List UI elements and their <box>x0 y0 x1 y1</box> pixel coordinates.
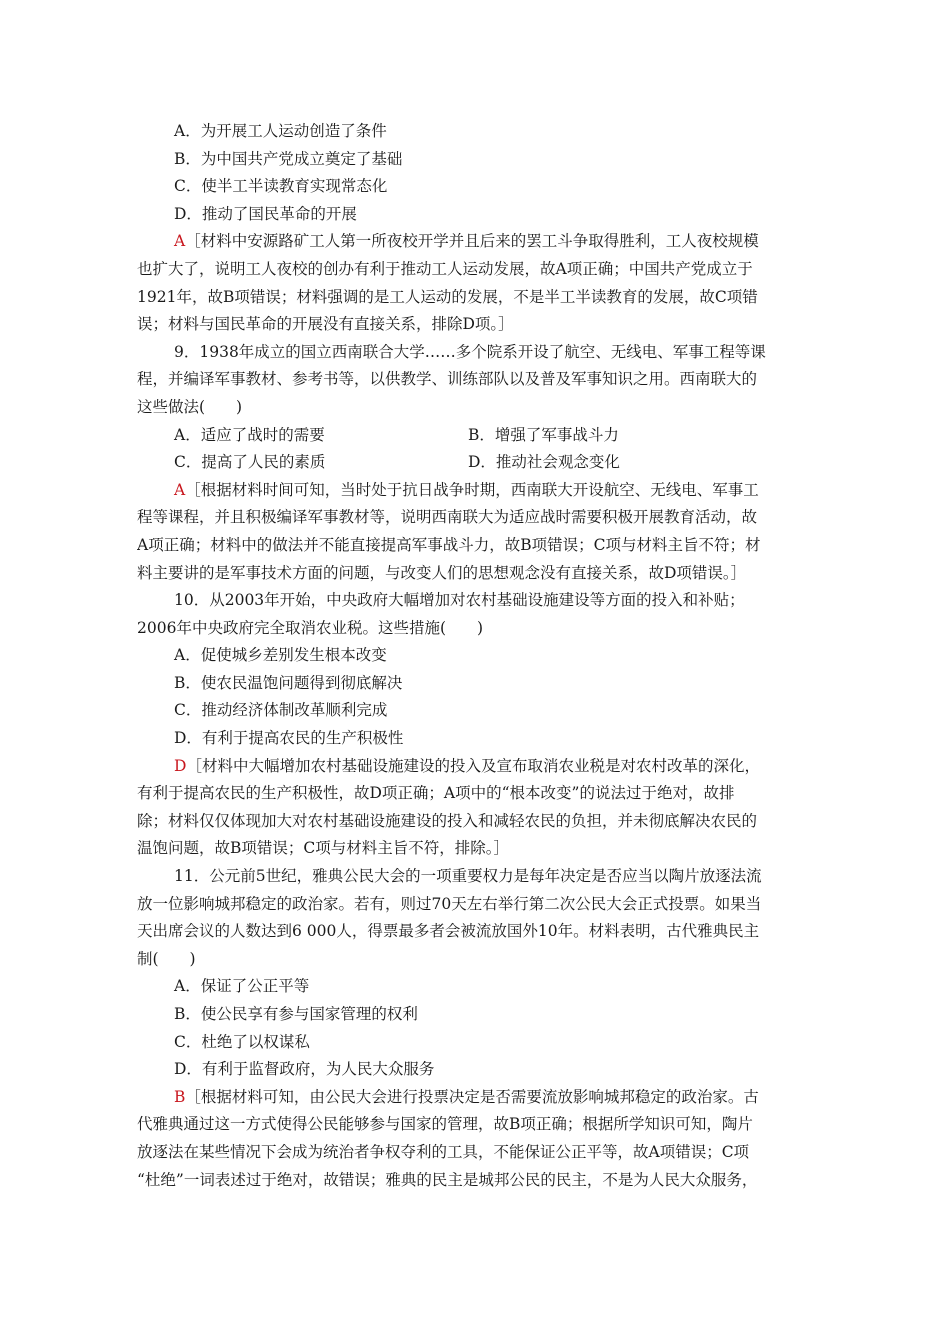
q9-options-row-1 <box>137 422 820 450</box>
q10-stem-line-2: 2006年中央政府完全取消农业税。这些措施( ) <box>137 618 484 637</box>
q11-option-a: A．保证了公正平等 <box>174 977 310 996</box>
q10-option-d: D．有利于提高农民的生产积极性 <box>174 729 404 748</box>
q8-explanation-line-3: 1921年，故B项错误；材料强调的是工人运动的发展，不是半工半读教育的发展，故C项错 <box>137 287 758 306</box>
q11-stem-line-3: 天出席会议的人数达到6 000人，得票最多者会被流放国外10年。材料表明，古代雅典民主 <box>137 922 760 941</box>
q9-explanation-line-3: A项正确；材料中的做法并不能直接提高军事战斗力，故B项错误；C项与材料主旨不符；材 <box>137 535 761 554</box>
document-page <box>137 118 820 1194</box>
q8-option-d: D．推动了国民革命的开展 <box>174 204 357 223</box>
q9-option-a: A．适应了战时的需要 <box>174 425 325 444</box>
q8-option-a: A．为开展工人运动创造了条件 <box>174 122 387 140</box>
q11-explanation-line-3: 放逐法在某些情况下会成为统治者争权夺利的工具，不能保证公正平等，故A项错误；C项 <box>137 1142 750 1161</box>
q9-stem-line-2: 程，并编译军事教材、参考书等，以供教学、训练部队以及普及军事知识之用。西南联大的 <box>137 370 758 389</box>
q10-explanation-line-4: 温饱问题，故B项错误；C项与材料主旨不符，排除。］ <box>137 839 510 858</box>
q10-explanation-line-3: 除；材料仅仅体现加大对农村基础设施建设的投入和减轻农民的负担，并未彻底解决农民的 <box>137 811 758 830</box>
q9-option-c: C．提高了人民的素质 <box>174 453 326 472</box>
q9-options-row-2 <box>137 449 820 477</box>
q9-option-b: B．增强了军事战斗力 <box>468 425 619 444</box>
q10-option-a: A．促使城乡差别发生根本改变 <box>174 646 387 665</box>
q11-option-d: D．有利于监督政府，为人民大众服务 <box>174 1060 435 1079</box>
q11-answer: B <box>174 1087 186 1106</box>
q9-stem-line-3: 这些做法( ) <box>137 397 243 416</box>
q9-explanation-line-2: 程等课程，并且积极编译军事教材等，说明西南联大为适应战时需要积极开展教育活动，故 <box>137 508 758 527</box>
q9-explanation-line-4: 料主要讲的是军事技术方面的问题，与改变人们的思想观念没有直接关系，故D项错误。］ <box>137 563 747 582</box>
q9-explanation-line-1: A［根据材料时间可知，当时处于抗日战争时期，西南联大开设航空、无线电、军事工 <box>174 480 759 499</box>
q8-explanation-line-2: 也扩大了，说明工人夜校的创办有利于推动工人运动发展，故A项正确；中国共产党成立于 <box>137 259 753 278</box>
q11-option-c: C．杜绝了以权谋私 <box>174 1032 310 1051</box>
q10-option-c: C．推动经济体制改革顺利完成 <box>174 701 388 720</box>
q11-explanation-line-1: B［根据材料可知，由公民大会进行投票决定是否需要流放影响城邦稳定的政治家。古 <box>174 1087 759 1106</box>
q11-explanation-line-2: 代雅典通过这一方式使得公民能够参与国家的管理，故B项正确；根据所学知识可知，陶片 <box>137 1115 753 1134</box>
q8-explanation-line-4: 误；材料与国民革命的开展没有直接关系，排除D项。］ <box>137 315 514 334</box>
q10-stem-line-1: 10．从2003年开始，中央政府大幅增加对农村基础设施建设等方面的投入和补贴； <box>174 591 745 610</box>
q11-stem-line-2: 放一位影响城邦稳定的政治家。若有，则过70天左右举行第二次公民大会正式投票。如果当 <box>137 894 762 913</box>
q10-explanation-line-1: D［材料中大幅增加农村基础设施建设的投入及宣布取消农业税是对农村改革的深化， <box>174 756 760 775</box>
q10-explanation-line-2: 有利于提高农民的生产积极性，故D项正确；A项中的“根本改变”的说法过于绝对，故排 <box>137 784 735 803</box>
q8-answer: A <box>174 232 186 251</box>
q11-option-b: B．使公民享有参与国家管理的权利 <box>174 1005 418 1023</box>
q9-answer: A <box>174 480 186 499</box>
q10-answer: D <box>174 756 187 775</box>
q11-stem-line-1: 11．公元前5世纪，雅典公民大会的一项重要权力是每年决定是否应当以陶片放逐法流 <box>174 867 762 886</box>
q9-option-d: D．推动社会观念变化 <box>468 453 620 472</box>
q10-option-b: B．使农民温饱问题得到彻底解决 <box>174 673 403 692</box>
q8-option-c: C．使半工半读教育实现常态化 <box>174 177 388 196</box>
q11-explanation-line-4: “杜绝”一词表述过于绝对，故错误；雅典的民主是城邦公民的民主，不是为人民大众服务， <box>137 1170 758 1189</box>
q8-option-b: B．为中国共产党成立奠定了基础 <box>174 149 403 168</box>
q11-stem-line-4: 制( ) <box>137 949 196 968</box>
q9-stem-line-1: 9．1938年成立的国立西南联合大学……多个院系开设了航空、无线电、军事工程等课 <box>174 342 766 361</box>
q8-explanation-line-1: A［材料中安源路矿工人第一所夜校开学并且后来的罢工斗争取得胜利，工人夜校规模 <box>174 232 759 251</box>
